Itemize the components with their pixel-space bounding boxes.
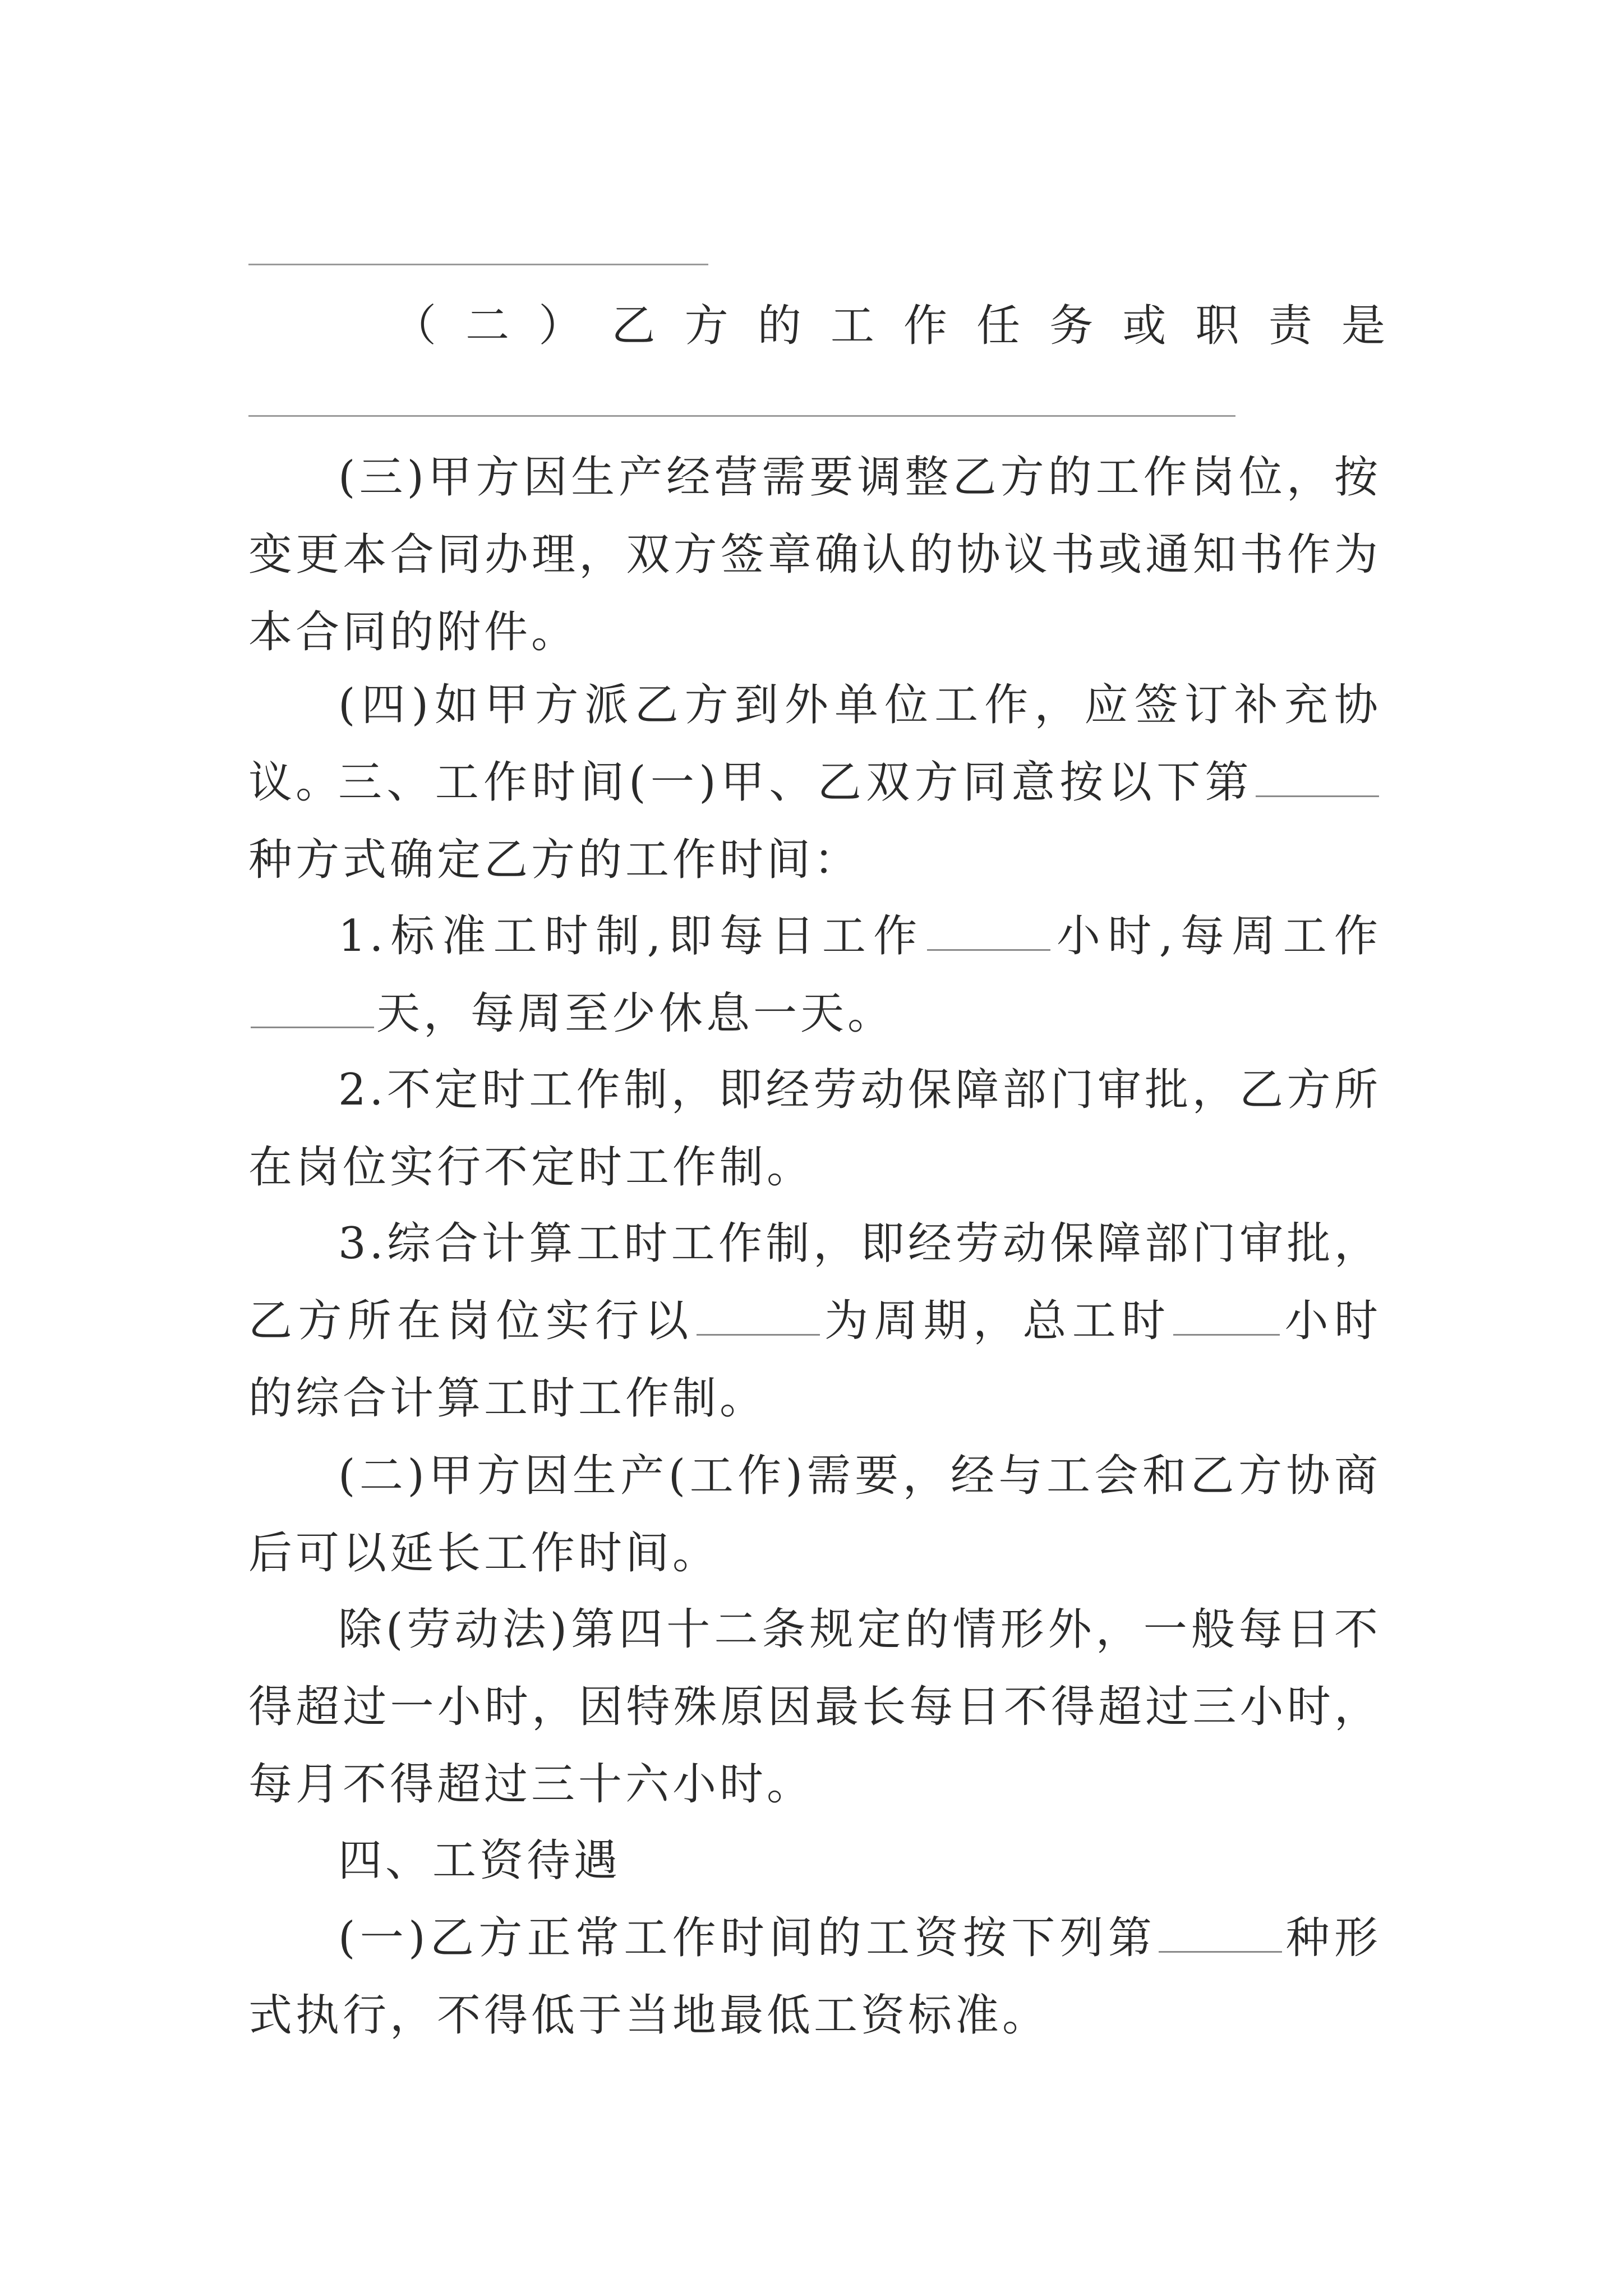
text-segment: 1.标准工时制,即每日工作 xyxy=(338,911,925,961)
text-segment: 种方式确定乙方的工作时间： xyxy=(248,835,861,885)
section-heading-duties xyxy=(393,287,1385,365)
paragraph-flexible-hours: 2.不定时工作制，即经劳动保障部门审批，乙方所在岗位实行不定时工作制。 xyxy=(248,1065,1381,1193)
paragraph-wage-form xyxy=(248,1899,1381,2054)
text-segment: 天，每周至少休息一天。 xyxy=(376,988,895,1039)
heading-char: 或 xyxy=(1122,301,1166,351)
section-heading-wages: 四、工资待遇 xyxy=(338,1835,621,1886)
text-segment: 种形式执行，不得低于当地最低工资标准。 xyxy=(248,1913,1381,2041)
heading-char: 务 xyxy=(1049,301,1094,351)
blank-fill-days xyxy=(251,985,374,1028)
blank-fill-hours xyxy=(927,908,1050,951)
heading-char: （ xyxy=(393,301,437,351)
paragraph-overtime-extension: (二)甲方因生产(工作)需要，经与工会和乙方协商后可以延长工作时间。 xyxy=(248,1451,1381,1579)
text-segment: (一)乙方正常工作时间的工资按下列第 xyxy=(338,1913,1157,1963)
blank-fill-mode xyxy=(1256,754,1379,797)
heading-char: 任 xyxy=(976,301,1021,351)
blank-fill-line-top xyxy=(248,264,708,265)
blank-fill-period xyxy=(697,1292,820,1336)
paragraph-working-time-mode xyxy=(248,744,1381,899)
heading-char: 乙 xyxy=(611,301,656,351)
blank-fill-line-duties xyxy=(248,415,1235,417)
heading-char: 职 xyxy=(1195,301,1239,351)
text-segment: 小时的综合计算工时工作制。 xyxy=(248,1296,1381,1424)
heading-char: 的 xyxy=(757,301,801,351)
text-segment: 3.综合计算工时工作制，即经劳动保障部门审批，乙方所在岗位实行以 xyxy=(248,1218,1381,1346)
heading-char: 责 xyxy=(1268,301,1312,351)
paragraph-comprehensive-hours xyxy=(248,1205,1381,1437)
paragraph-overtime-limits: 除(劳动法)第四十二条规定的情形外，一般每日不得超过一小时，因特殊原因最长每日不得超过三小时，每月不得超过三十六小时。 xyxy=(248,1604,1381,1810)
paragraph-external-work: (四)如甲方派乙方到外单位工作，应签订补充协议。 xyxy=(248,680,1381,808)
blank-fill-wage-form xyxy=(1159,1910,1282,1953)
paragraph-adjust-position: (三)甲方因生产经营需要调整乙方的工作岗位，按变更本合同办理，双方签章确认的协议书或通知书作为本合同的附件。 xyxy=(248,452,1381,657)
text-segment: 三、工作时间(一)甲、乙双方同意按以下第 xyxy=(338,757,1253,808)
paragraph-standard-hours xyxy=(248,898,1381,1052)
heading-char: 二 xyxy=(465,301,510,351)
heading-char: ） xyxy=(538,301,583,351)
heading-char: 作 xyxy=(903,301,947,351)
heading-char: 工 xyxy=(830,301,874,351)
blank-fill-total-hours xyxy=(1173,1292,1280,1336)
text-segment: 小时,每周工作 xyxy=(1052,911,1382,961)
text-segment: 为周期，总工时 xyxy=(822,1296,1172,1346)
heading-char: 是 xyxy=(1341,301,1385,351)
heading-char: 方 xyxy=(684,301,728,351)
